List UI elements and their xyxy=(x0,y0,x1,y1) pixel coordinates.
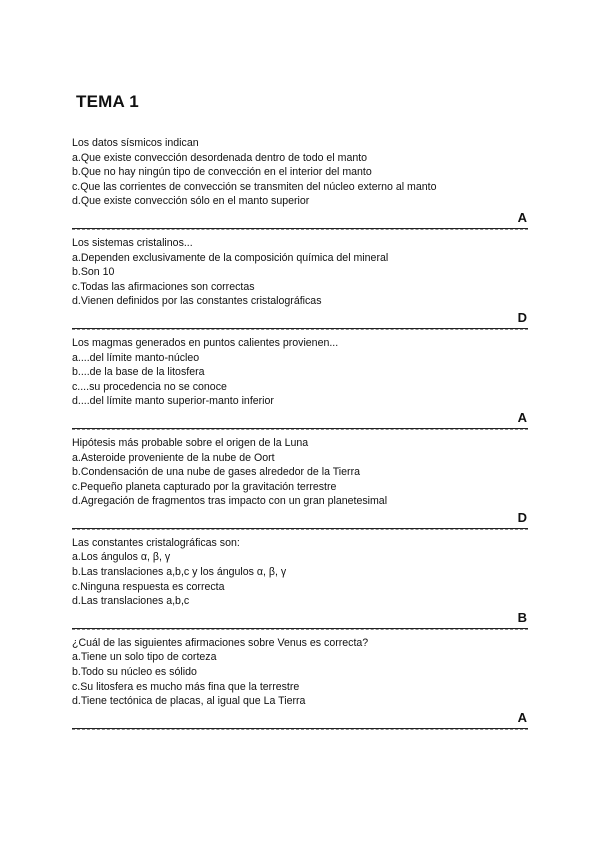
answer-letter: D xyxy=(517,509,527,525)
option-c: c.Pequeño planeta capturado por la gravitación terrestre xyxy=(72,480,337,493)
question-4 xyxy=(72,436,528,530)
separator-line xyxy=(72,628,528,630)
option-a: a.Que existe convección desordenada dentro de todo el manto xyxy=(72,151,368,164)
question-text: Los magmas generados en puntos calientes provienen... xyxy=(72,336,339,349)
option-b: b.Las translaciones a,b,c y los ángulos α, β, γ xyxy=(72,566,287,579)
answer-letter: A xyxy=(517,709,527,725)
option-d: d.Las translaciones a,b,c xyxy=(72,595,190,608)
option-b: b.Que no hay ningún tipo de convección en el interior del manto xyxy=(72,166,372,179)
option-d: d.Vienen definidos por las constantes cristalográficas xyxy=(72,295,322,308)
separator-line xyxy=(72,228,528,230)
answer-letter: A xyxy=(517,409,527,425)
option-d: d.Que existe convección sólo en el manto superior xyxy=(72,195,310,208)
option-a: a....del límite manto-núcleo xyxy=(72,351,200,364)
answer-letter: A xyxy=(517,209,527,225)
option-c: c....su procedencia no se conoce xyxy=(72,380,227,393)
option-a: a.Los ángulos α, β, γ xyxy=(72,551,171,564)
question-1 xyxy=(72,136,528,230)
option-d: d.Tiene tectónica de placas, al igual que La Tierra xyxy=(72,695,306,708)
option-a: a.Tiene un solo tipo de corteza xyxy=(72,651,217,664)
answer-letter: B xyxy=(517,609,527,625)
option-c: c.Todas las afirmaciones son correctas xyxy=(72,280,255,293)
option-c: c.Que las corrientes de convección se transmiten del núcleo externo al manto xyxy=(72,180,437,193)
option-a: a.Dependen exclusivamente de la composición química del mineral xyxy=(72,251,389,264)
separator-line xyxy=(72,728,528,730)
question-6 xyxy=(72,636,528,730)
question-3 xyxy=(72,336,528,430)
option-c: c.Su litosfera es mucho más fina que la terrestre xyxy=(72,680,300,693)
option-b: b.Todo su núcleo es sólido xyxy=(72,666,197,679)
option-b: b....de la base de la litosfera xyxy=(72,366,205,379)
answer-letter: D xyxy=(517,309,527,325)
question-text: Hipótesis más probable sobre el origen de la Luna xyxy=(72,436,309,449)
question-2 xyxy=(72,236,528,330)
question-text: Los sistemas cristalinos... xyxy=(72,236,193,249)
question-list xyxy=(72,136,528,736)
separator-line xyxy=(72,428,528,430)
option-c: c.Ninguna respuesta es correcta xyxy=(72,580,225,593)
option-d: d.Agregación de fragmentos tras impacto con un gran planetesimal xyxy=(72,495,388,508)
question-text: ¿Cuál de las siguientes afirmaciones sobre Venus es correcta? xyxy=(72,636,369,649)
separator-line xyxy=(72,528,528,530)
option-a: a.Asteroide proveniente de la nube de Oort xyxy=(72,451,275,464)
separator-line xyxy=(72,328,528,330)
option-b: b.Condensación de una nube de gases alrededor de la Tierra xyxy=(72,466,361,479)
page-title: TEMA 1 xyxy=(76,92,139,111)
question-5 xyxy=(72,536,528,630)
option-d: d....del límite manto superior-manto inferior xyxy=(72,395,274,408)
question-text: Las constantes cristalográficas son: xyxy=(72,536,240,549)
option-b: b.Son 10 xyxy=(72,266,115,279)
question-text: Los datos sísmicos indican xyxy=(72,137,199,149)
